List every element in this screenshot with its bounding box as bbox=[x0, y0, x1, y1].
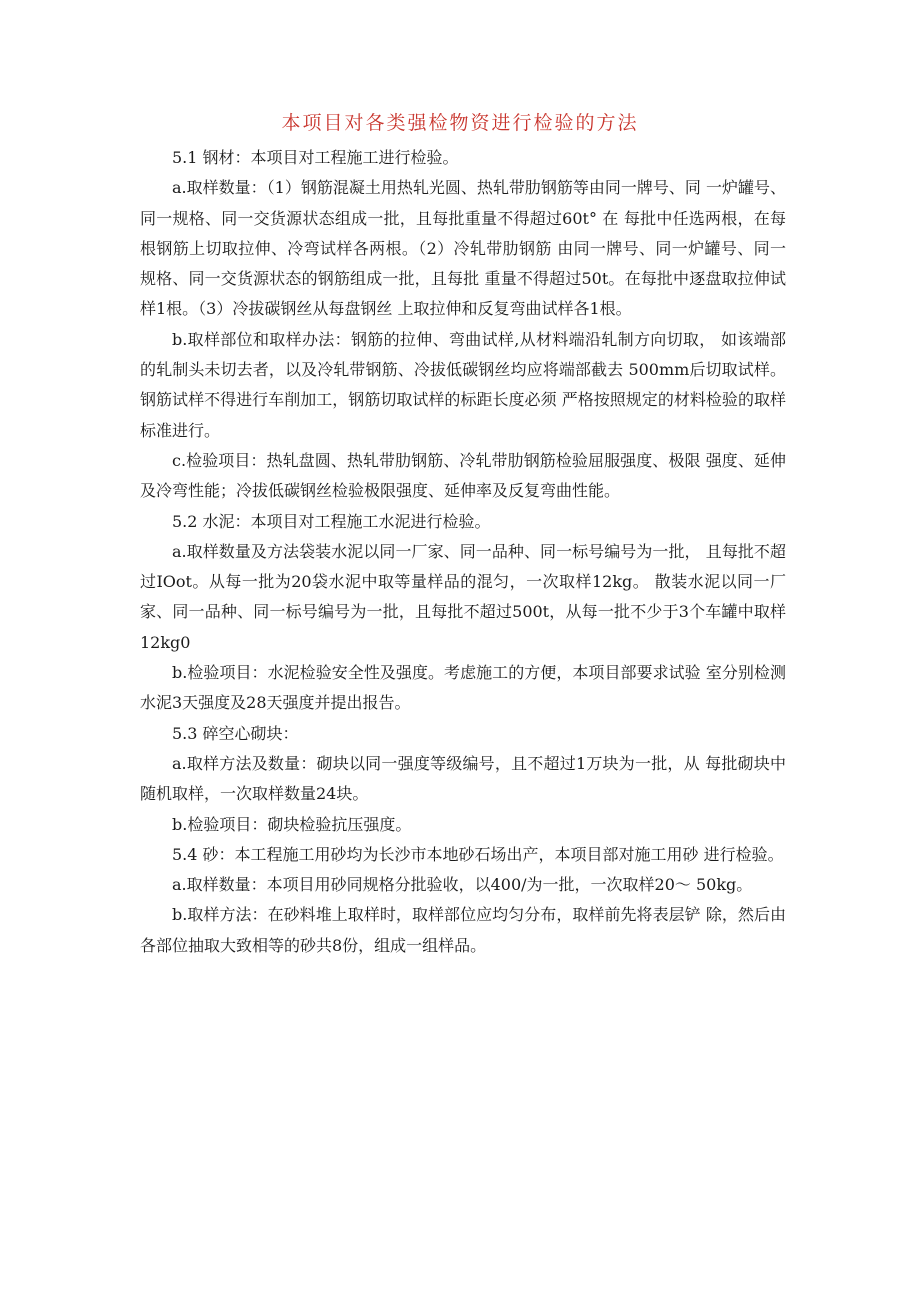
paragraph-5-1-steel: 5.1 钢材：本项目对工程施工进行检验。 bbox=[172, 148, 459, 167]
paragraph-steel-sampling-position: b.取样部位和取样办法：钢筋的拉伸、弯曲试样,从材料端沿轧制方向切取， 如该端部的轧制头未切去者，以及冷轧带钢筋、冷拔低碳钢丝均应将端部截去 500mm后切取试样。钢筋试样不得进行车削加工，钢筋切取试样的标距长度必须 严格按照规定的材料检验的取样标准进行。 bbox=[140, 329, 786, 440]
paragraph-sand-sampling-quantity: a.取样数量：本项目用砂同规格分批验收，以400/为一批，一次取样20〜 50kg。 bbox=[172, 875, 753, 895]
document-title: 本项目对各类强检物资进行检验的方法 bbox=[281, 112, 639, 134]
paragraph-steel-test-items: c.检验项目：热轧盘圆、热轧带肋钢筋、冷轧带肋钢筋检验屈服强度、极限 强度、延伸及冷弯性能；冷拔低碳钢丝检验极限强度、延伸率及反复弯曲性能。 bbox=[140, 450, 786, 501]
paragraph-cement-test-items: b.检验项目：水泥检验安全性及强度。考虑施工的方便，本项目部要求试验 室分别检测水泥3天强度及28天强度并提出报告。 bbox=[140, 663, 786, 713]
paragraph-steel-sampling-quantity: a.取样数量：（1）钢筋混凝土用热轧光圆、热轧带肋钢筋等由同一牌号、同 一炉罐号、同一规格、同一交货源状态组成一批，且每批重量不得超过60t° 在 每批中任选两根，在每根钢筋上切取拉伸、冷弯试样各两根。（2）冷轧带肋钢筋 由同一牌号、同一炉罐号、同一规格、同一交货源状态的钢筋组成一批，且每批 重量不得超过50t。在每批中逐盘取拉伸试样1根。（3）冷拔碳钢丝从每盘钢丝 上取拉伸和反复弯曲试样各1根。 bbox=[140, 178, 786, 319]
paragraph-5-2-cement: 5.2 水泥：本项目对工程施工水泥进行检验。 bbox=[172, 511, 491, 531]
paragraph-block-sampling: a.取样方法及数量：砌块以同一强度等级编号，且不超过1万块为一批，从 每批砌块中随机取样，一次取样数量24块。 bbox=[140, 753, 786, 804]
paragraph-block-test-items: b.检验项目：砌块检验抗压强度。 bbox=[172, 814, 412, 834]
paragraph-sand-sampling-method: b.取样方法：在砂料堆上取样时，取样部位应均匀分布，取样前先将表层铲 除，然后由各部位抽取大致相等的砂共8份，组成一组样品。 bbox=[140, 905, 786, 955]
paragraph-5-3-block: 5.3 碎空心砌块： bbox=[172, 723, 299, 743]
document-body bbox=[140, 143, 786, 961]
paragraph-5-4-sand: 5.4 砂：本工程施工用砂均为长沙市本地砂石场出产，本项目部对施工用砂 进行检验。 bbox=[172, 844, 784, 864]
paragraph-cement-sampling: a.取样数量及方法袋装水泥以同一厂家、同一品种、同一标号编号为一批， 且每批不超过IOot。从每一批为20袋水泥中取等量样品的混匀，一次取样12kg。 散装水泥以同一厂家、同一品种、同一标号编号为一批，且每批不超过500t，从每一批不少于3个车罐中取样12kg0 bbox=[140, 541, 786, 652]
